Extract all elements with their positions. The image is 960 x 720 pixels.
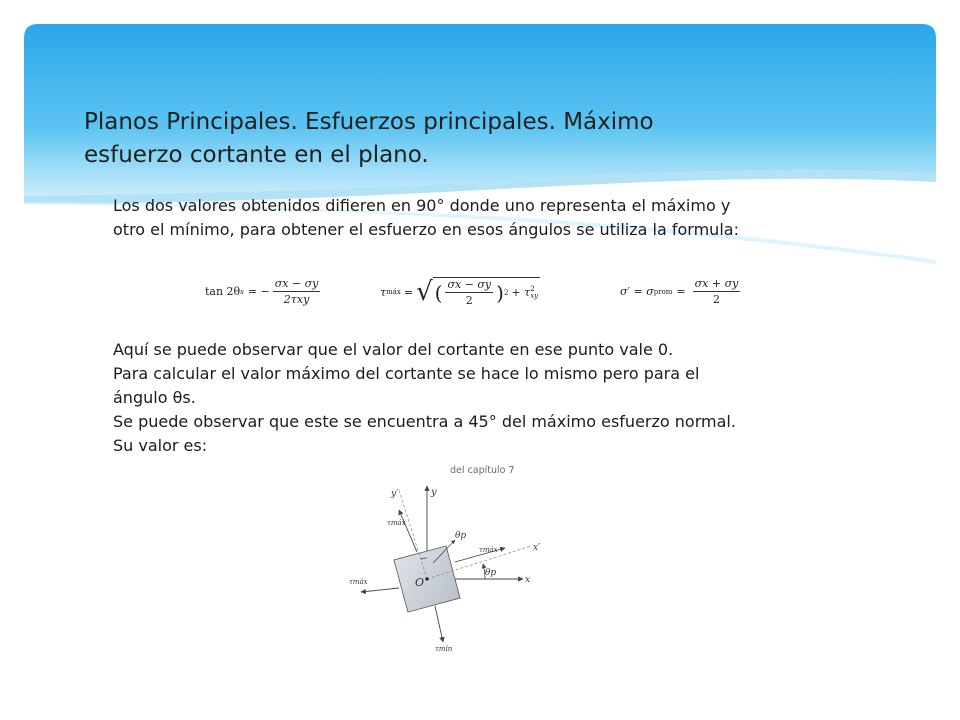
paragraph-line: otro el mínimo, para obtener el esfuerzo en esos ángulos se utiliza la formula:	[113, 220, 739, 239]
formula-text: s	[240, 287, 244, 296]
paragraph-line: ángulo θs.	[113, 388, 196, 407]
formula-denominator: 2	[712, 293, 720, 306]
paragraph-line: Su valor es:	[113, 436, 208, 455]
formula-sigma-prom	[620, 277, 743, 306]
formula-text: tan 2θ	[205, 285, 241, 298]
figure-caption: del capítulo 7	[450, 465, 515, 476]
paragraph-line: Aquí se puede observar que el valor del cortante en ese punto vale 0.	[113, 340, 674, 359]
label-x: x	[525, 575, 531, 585]
paragraph-line: Se puede observar que este se encuentra a 45° del máximo esfuerzo normal.	[113, 412, 736, 431]
formula-text: 2	[530, 284, 535, 293]
formula-text: prom	[653, 287, 673, 296]
tau-max-arrow-upper	[399, 510, 417, 552]
formula-tan-2theta	[205, 277, 323, 306]
formula-text: τ	[380, 285, 387, 299]
label-origin: O	[415, 576, 425, 589]
formula-text: 2	[503, 288, 509, 297]
paragraph-line: Para calcular el valor máximo del cortante se hace lo mismo pero para el	[113, 364, 700, 383]
label-tau-min: τmín	[435, 645, 453, 653]
label-theta-p-top: θp	[455, 531, 467, 541]
formula-text: + τ	[511, 286, 531, 299]
slide-title	[84, 106, 824, 172]
radicand	[433, 277, 540, 307]
formula-numerator: σx + σy	[694, 277, 739, 290]
formula-text: máx	[386, 288, 401, 296]
formula-text: xy	[530, 291, 539, 300]
label-y-prime: y′	[391, 489, 399, 499]
tau-max-arrow-left	[361, 588, 399, 592]
label-y: y	[431, 487, 437, 498]
formula-fraction	[693, 277, 741, 306]
formula-numerator: σx − σy	[274, 277, 319, 290]
title-line-1: Planos Principales. Esfuerzos principales. Máximo	[84, 109, 654, 135]
tau-min-arrow	[435, 606, 443, 642]
radical-icon: √	[416, 277, 433, 307]
label-x-prime: x′	[533, 543, 541, 553]
label-tau-max-upper: τmáx	[387, 519, 406, 527]
stress-element-diagram	[335, 478, 555, 658]
paren-close: )	[496, 280, 504, 305]
label-theta-p-right: θp	[485, 568, 497, 578]
origin-point	[425, 577, 428, 580]
formula-text: = −	[247, 285, 270, 298]
title-line-2: esfuerzo cortante en el plano.	[84, 142, 429, 168]
formula-tau-max	[380, 277, 540, 307]
formula-text: σ′ = σ	[620, 285, 654, 298]
paren-open: (	[434, 280, 443, 305]
formula-denominator: 2τxy	[283, 293, 310, 306]
formula-text: =	[676, 285, 686, 298]
formula-fraction	[445, 278, 493, 307]
label-tau-max-right: τmáx	[479, 546, 498, 554]
label-tau-max-left: τmáx	[349, 578, 368, 586]
formula-fraction	[273, 277, 321, 306]
formula-denominator: 2	[465, 294, 473, 307]
formula-numerator: σx − σy	[447, 278, 492, 291]
formula-text: =	[403, 285, 414, 299]
paragraph-line: Los dos valores obtenidos difieren en 90° donde uno representa el máximo y	[113, 196, 731, 215]
